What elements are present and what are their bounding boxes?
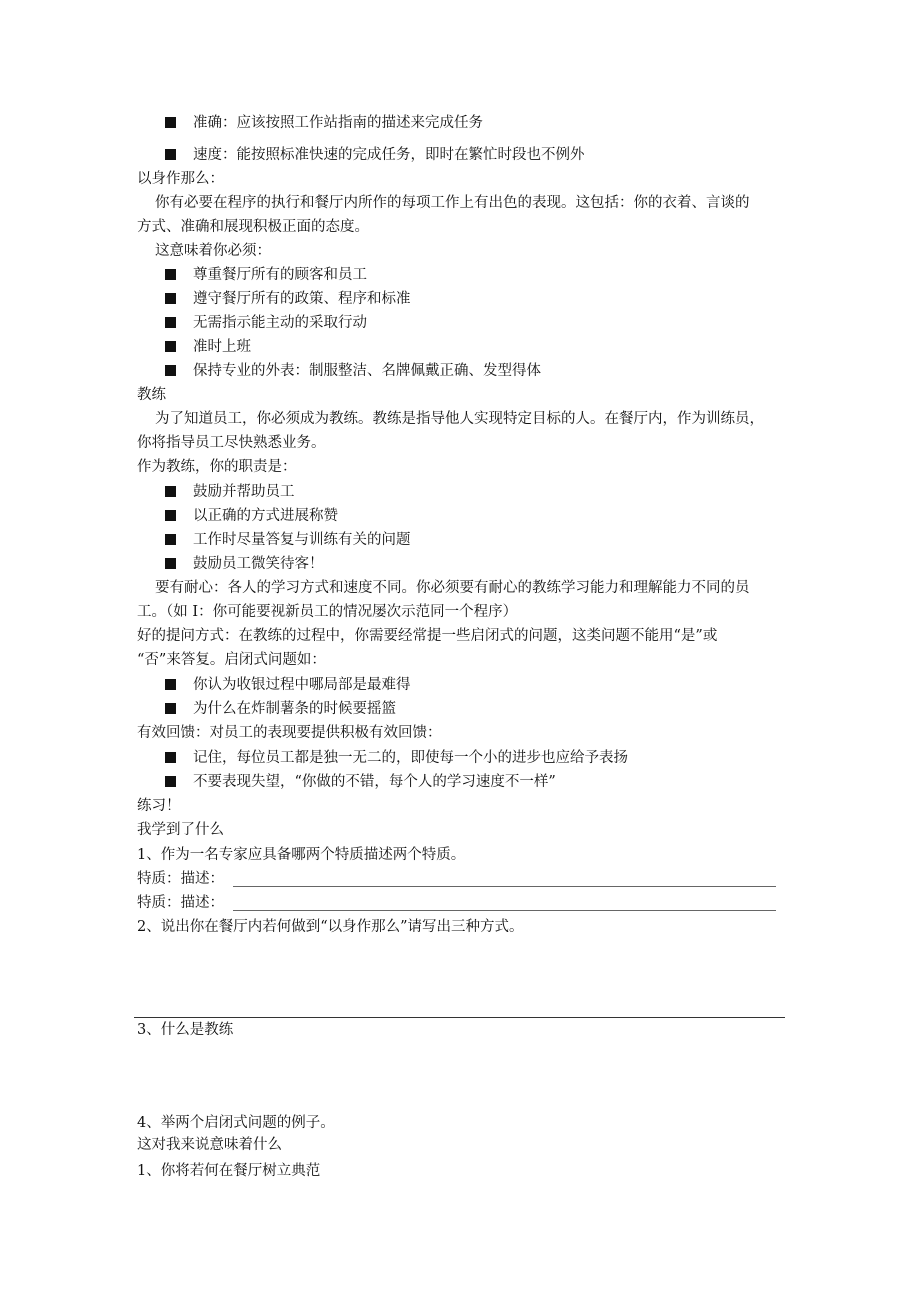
feedback-item: 记住，每位员工都是独一无二的，即使每一个小的进步也应给予表扬 bbox=[165, 748, 628, 768]
bullet-square-icon bbox=[165, 703, 176, 714]
question-line-1: 好的提问方式：在教练的过程中，你需要经常提一些启闭式的问题，这类问题不能用“是”或 bbox=[137, 628, 718, 644]
answer-line-1[interactable] bbox=[233, 886, 776, 887]
must-intro: 这意味着你必须： bbox=[155, 243, 271, 259]
bullet-square-icon bbox=[165, 510, 176, 521]
lead-heading: 以身作那么： bbox=[137, 171, 224, 187]
patience-line-2: 工。（如 I：你可能要视新员工的情况屡次示范同一个程序） bbox=[137, 604, 518, 620]
must-item: 尊重餐厅所有的顾客和员工 bbox=[165, 265, 367, 285]
duty-item: 以正确的方式进展称赞 bbox=[165, 506, 338, 526]
practice-heading: 练习！ bbox=[137, 798, 181, 814]
learned-heading: 我学到了什么 bbox=[137, 822, 224, 838]
lead-paragraph-line-2: 方式、准确和展现积极正面的态度。 bbox=[137, 219, 369, 235]
bullet-square-icon bbox=[165, 117, 176, 128]
must-item: 准时上班 bbox=[165, 337, 251, 357]
bullet-square-icon bbox=[165, 365, 176, 376]
bullet-square-icon bbox=[165, 534, 176, 545]
duty-intro: 作为教练，你的职责是： bbox=[137, 459, 297, 475]
must-item: 遵守餐厅所有的政策、程序和标准 bbox=[165, 289, 411, 309]
trait-label-2: 特质：描述： bbox=[137, 895, 224, 911]
feedback-item: 不要表现失望，“你做的不错，每个人的学习速度不一样” bbox=[165, 772, 556, 792]
bullet-square-icon bbox=[165, 341, 176, 352]
question-1: 1、作为一名专家应具备哪两个特质描述两个特质。 bbox=[137, 847, 466, 863]
coach-paragraph-line-1: 为了知道员工，你必须成为教练。教练是指导他人实现特定目标的人。在餐厅内，作为训练员， bbox=[155, 411, 764, 427]
bullet-speed: 速度：能按照标准快速的完成任务，即时在繁忙时段也不例外 bbox=[165, 145, 585, 165]
bullet-square-icon bbox=[165, 679, 176, 690]
question-item: 为什么在炸制薯条的时候要摇篮 bbox=[165, 699, 396, 719]
bullet-square-icon bbox=[165, 149, 176, 160]
question-item: 你认为收银过程中哪局部是最难得 bbox=[165, 675, 411, 695]
bullet-square-icon bbox=[165, 752, 176, 763]
duty-item: 工作时尽量答复与训练有关的问题 bbox=[165, 530, 411, 550]
coach-heading: 教练 bbox=[137, 387, 166, 403]
question-3: 3、什么是教练 bbox=[137, 1022, 234, 1038]
duty-item: 鼓励员工微笑待客！ bbox=[165, 554, 324, 574]
bullet-accuracy: 准确：应该按照工作站指南的描述来完成任务 bbox=[165, 113, 483, 133]
bullet-square-icon bbox=[165, 269, 176, 280]
bullet-square-icon bbox=[165, 776, 176, 787]
section-divider bbox=[134, 1017, 785, 1018]
meaning-heading: 这对我来说意味着什么 bbox=[137, 1137, 282, 1153]
must-item: 无需指示能主动的采取行动 bbox=[165, 313, 367, 333]
coach-paragraph-line-2: 你将指导员工尽快熟悉业务。 bbox=[137, 435, 326, 451]
bullet-square-icon bbox=[165, 558, 176, 569]
feedback-intro: 有效回馈：对员工的表现要提供积极有效回馈： bbox=[137, 725, 442, 741]
patience-line-1: 要有耐心：各人的学习方式和速度不同。你必须要有耐心的教练学习能力和理解能力不同的员 bbox=[155, 580, 750, 596]
question-line-2: “否”来答复。启闭式问题如： bbox=[137, 652, 326, 668]
question-2: 2、说出你在餐厅内若何做到“以身作那么”请写出三种方式。 bbox=[137, 919, 524, 935]
trait-label-1: 特质：描述： bbox=[137, 871, 224, 887]
final-question: 1、你将若何在餐厅树立典范 bbox=[137, 1163, 321, 1179]
bullet-square-icon bbox=[165, 486, 176, 497]
question-4: 4、举两个启闭式问题的例子。 bbox=[137, 1115, 335, 1131]
lead-paragraph-line-1: 你有必要在程序的执行和餐厅内所作的每项工作上有出色的表现。这包括：你的衣着、言谈的 bbox=[155, 195, 750, 211]
duty-item: 鼓励并帮助员工 bbox=[165, 482, 295, 502]
bullet-square-icon bbox=[165, 317, 176, 328]
must-item: 保持专业的外表：制服整洁、名牌佩戴正确、发型得体 bbox=[165, 361, 541, 381]
answer-line-2[interactable] bbox=[233, 910, 776, 911]
bullet-square-icon bbox=[165, 293, 176, 304]
